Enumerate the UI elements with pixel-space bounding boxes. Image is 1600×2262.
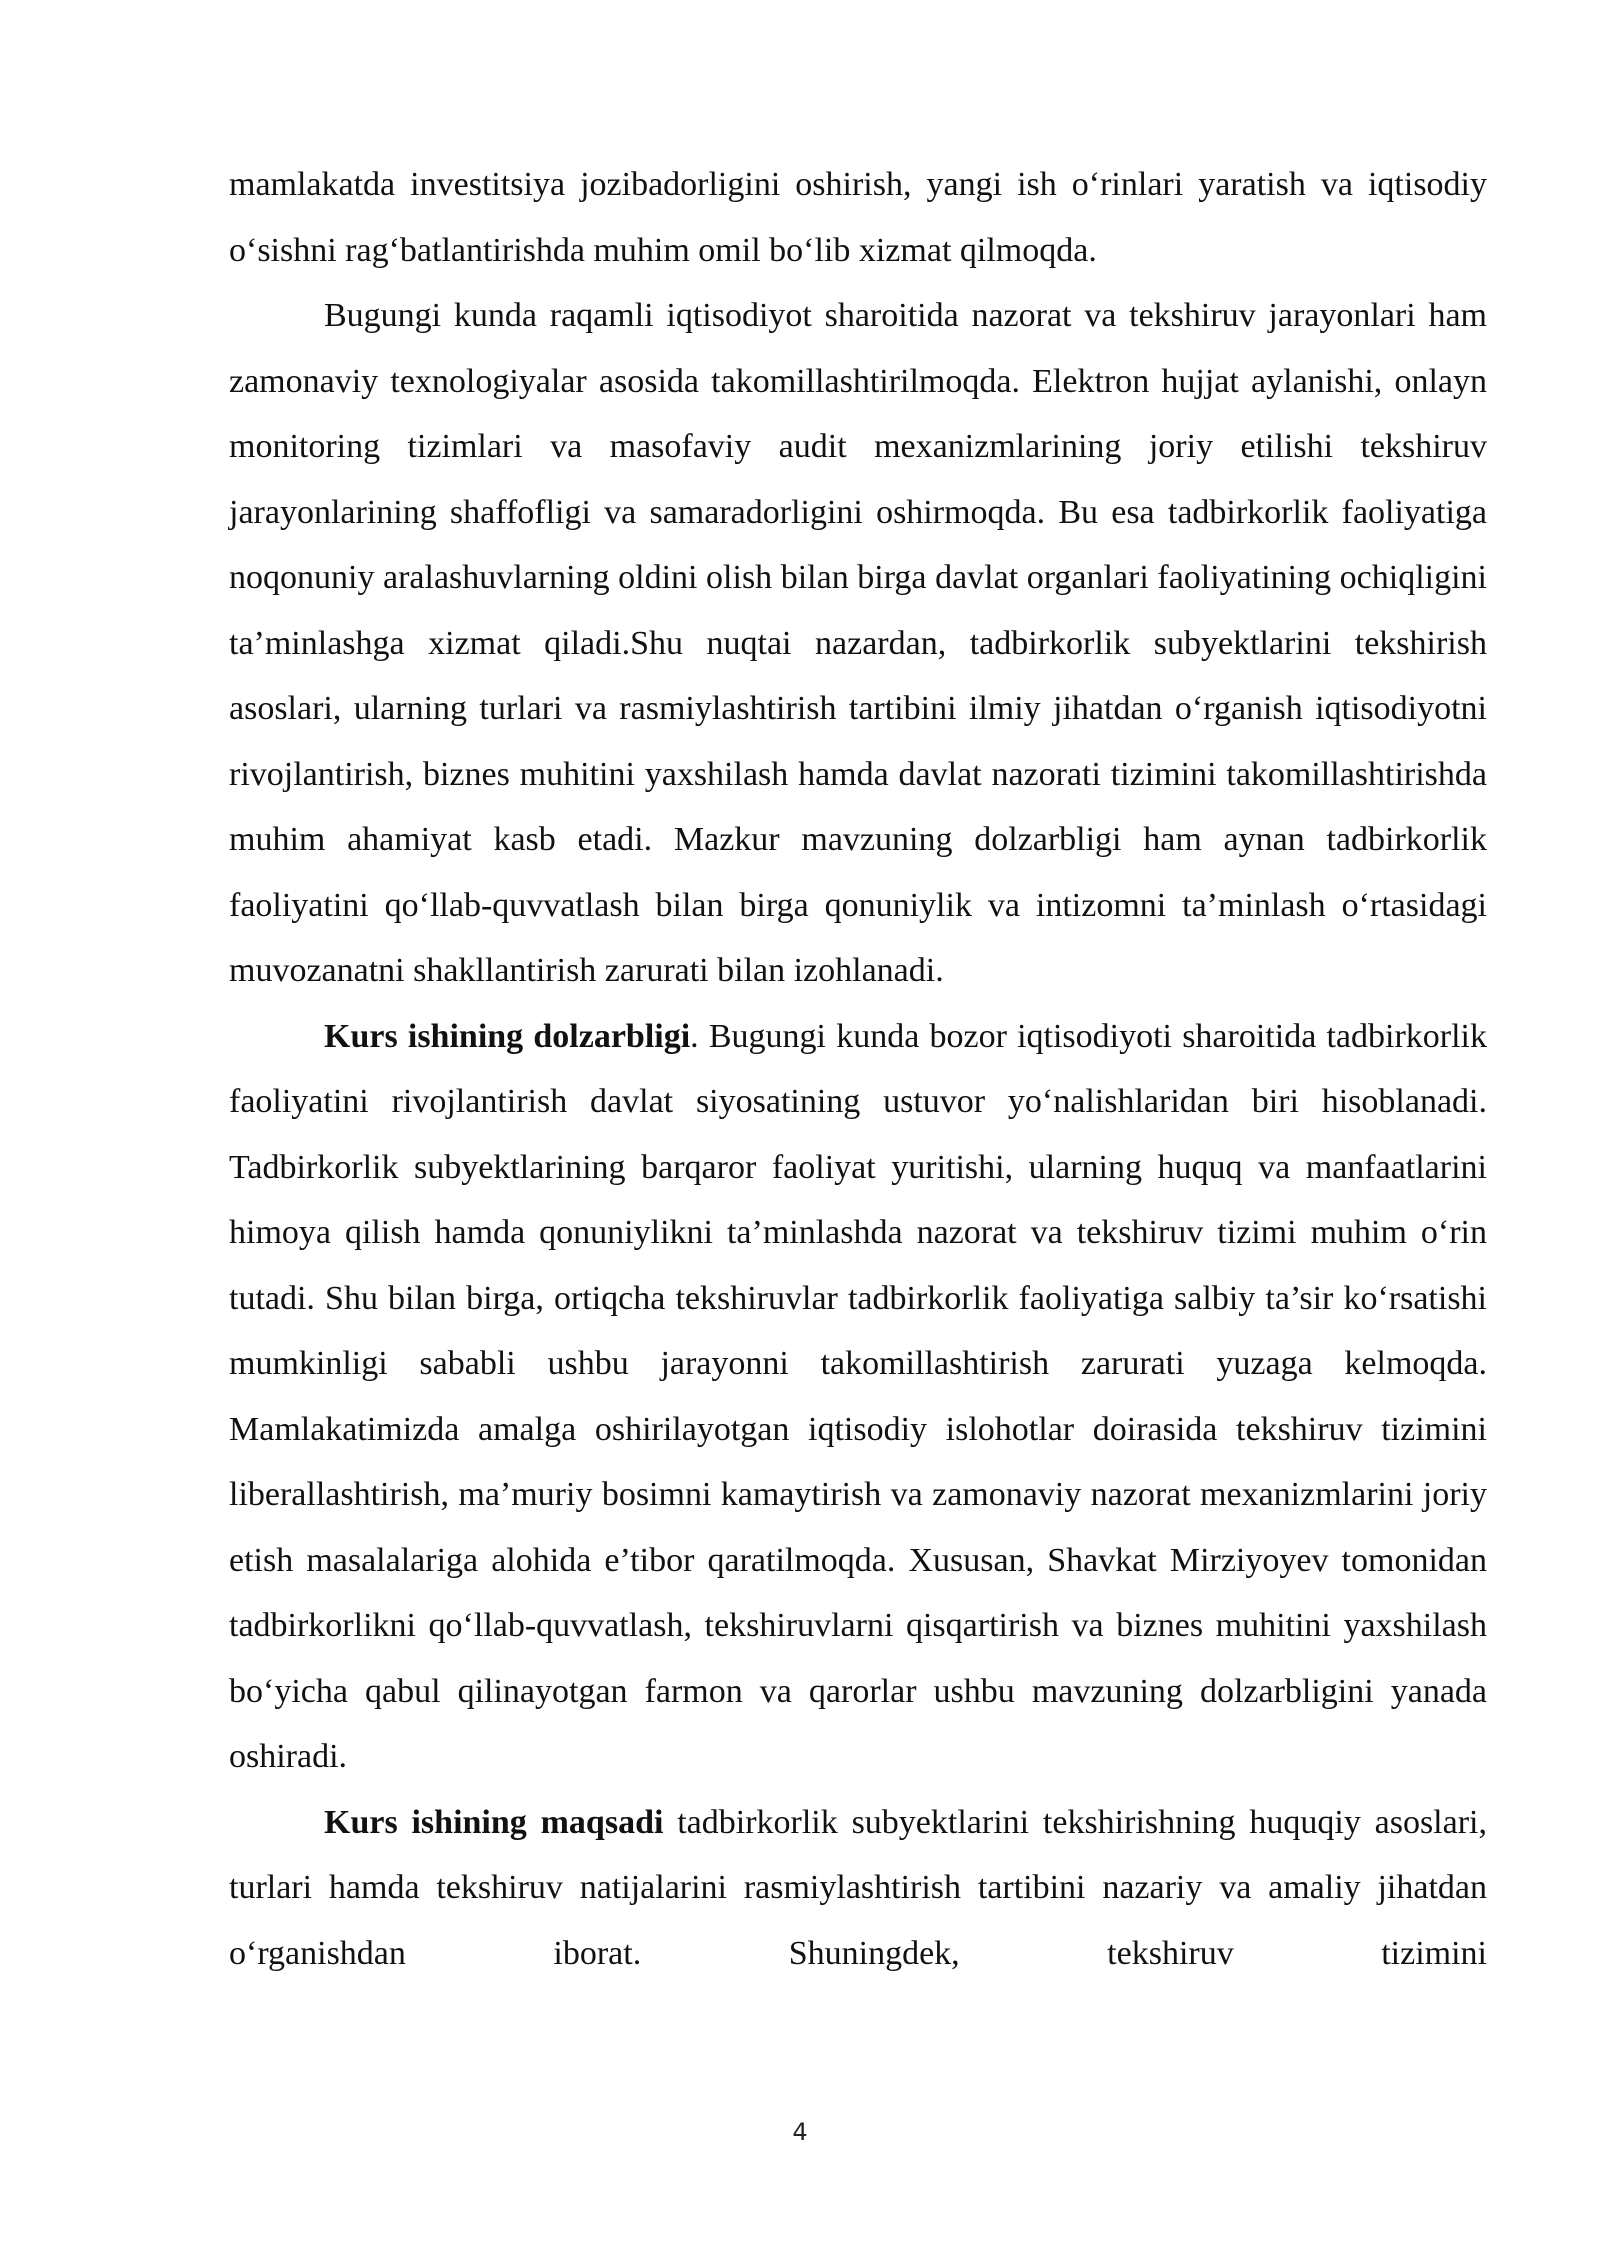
- paragraph-2: [229, 283, 1487, 1004]
- paragraph-goal: [229, 1790, 1487, 1987]
- paragraph-1: [229, 152, 1487, 283]
- goal-text: tadbirkorlik subyektlarini tekshirishning huquqiy asoslari, turlari hamda tekshiruv natijalarini rasmiylashtirish tartibini nazariy va amaliy jihatdan o‘rganishdan iborat. Shuningdek, tekshiruv tizimini: [229, 1803, 1487, 1972]
- goal-heading: Kurs ishining maqsadi: [324, 1803, 664, 1841]
- paragraph-relevance: [229, 1004, 1487, 1790]
- paragraph-2-text: Bugungi kunda raqamli iqtisodiyot sharoitida nazorat va tekshiruv jarayonlari ham zamonaviy texnologiyalar asosida takomillashtirilmoqda. Elektron hujjat aylanishi, onlayn monitoring tizimlari va masofaviy audit mexanizmlarining joriy etilishi tekshiruv jarayonlarining shaffofligi va samaradorligini oshirmoqda. Bu esa tadbirkorlik faoliyatiga noqonuniy aralashuvlarning oldini olish bilan birga davlat organlari faoliyatining ochiqligini ta’minlashga xizmat qiladi.Shu nuqtai nazardan, tadbirkorlik subyektlarini tekshirish asoslari, ularning turlari va rasmiylashtirish tartibini ilmiy jihatdan o‘rganish iqtisodiyotni rivojlantirish, biznes muhitini yaxshilash hamda davlat nazorati tizimini takomillashtirishda muhim ahamiyat kasb etadi. Mazkur mavzuning dolzarbligi ham aynan tadbirkorlik faoliyatini qo‘llab-quvvatlash bilan birga qonuniylik va intizomni ta’minlash o‘rtasidagi muvozanatni shakllantirish zarurati bilan izohlanadi.: [229, 297, 1487, 989]
- page-number: 4: [792, 2118, 808, 2146]
- paragraph-1-text: mamlakatda investitsiya jozibadorligini oshirish, yangi ish o‘rinlari yaratish va iqtisodiy o‘sishni rag‘batlantirishda muhim omil bo‘lib xizmat qilmoqda.: [229, 166, 1487, 269]
- relevance-text: . Bugungi kunda bozor iqtisodiyoti sharoitida tadbirkorlik faoliyatini rivojlantirish davlat siyosatining ustuvor yo‘nalishlaridan biri hisoblanadi. Tadbirkorlik subyektlarining barqaror faoliyat yuritishi, ularning huquq va manfaatlarini himoya qilish hamda qonuniylikni ta’minlashda nazorat va tekshiruv tizimi muhim o‘rin tutadi. Shu bilan birga, ortiqcha tekshiruvlar tadbirkorlik faoliyatiga salbiy ta’sir ko‘rsatishi mumkinligi sababli ushbu jarayonni takomillashtirish zarurati yuzaga kelmoqda. Mamlakatimizda amalga oshirilayotgan iqtisodiy islohotlar doirasida tekshiruv tizimini liberallashtirish, ma’muriy bosimni kamaytirish va zamonaviy nazorat mexanizmlarini joriy etish masalalariga alohida e’tibor qaratilmoqda. Xususan, Shavkat Mirziyoyev tomonidan tadbirkorlikni qo‘llab-quvvatlash, tekshiruvlarni qisqartirish va biznes muhitini yaxshilash bo‘yicha qabul qilinayotgan farmon va qarorlar ushbu mavzuning dolzarbligini yanada oshiradi.: [229, 1017, 1487, 1775]
- body-text: [229, 152, 1487, 1986]
- relevance-heading: Kurs ishining dolzarbligi: [324, 1017, 691, 1055]
